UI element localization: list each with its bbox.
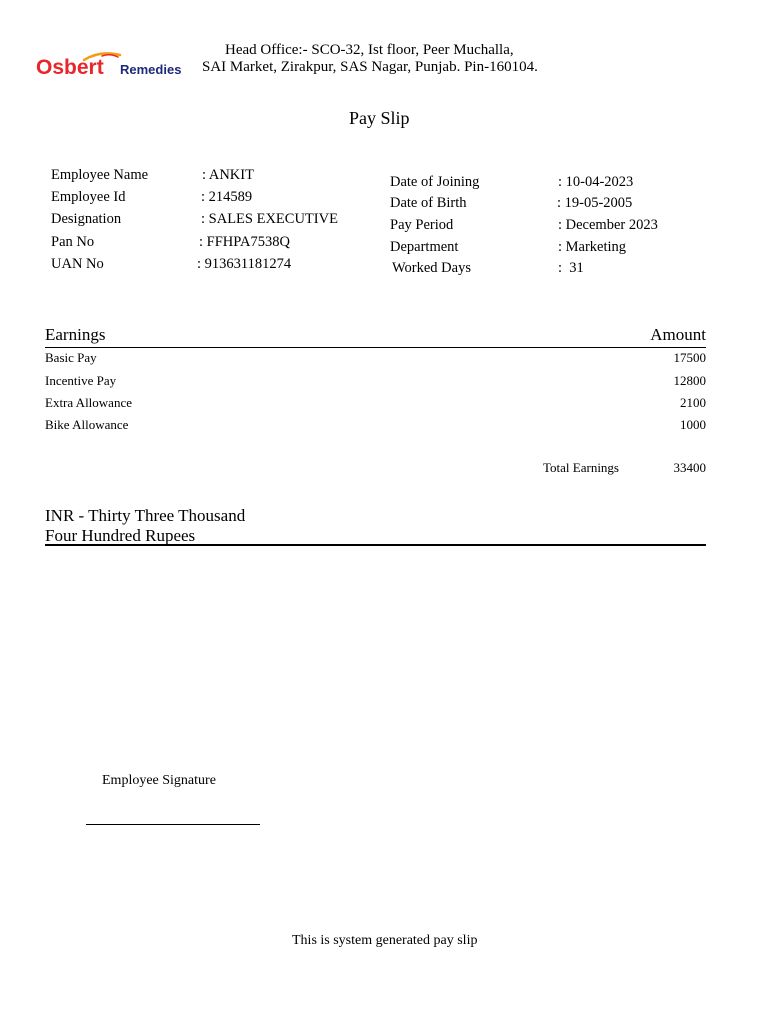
date-of-joining-value: : 10-04-2023 bbox=[558, 174, 634, 190]
pay-period-label: Pay Period bbox=[390, 217, 454, 233]
worked-days-label: Worked Days bbox=[392, 260, 471, 276]
total-earnings-amount: 33400 bbox=[673, 460, 706, 475]
uan-label: UAN No bbox=[51, 256, 104, 272]
earning-row-amount: 2100 bbox=[680, 395, 706, 410]
earning-row-label: Basic Pay bbox=[45, 350, 97, 365]
department-label: Department bbox=[390, 239, 459, 255]
worked-days-value: : 31 bbox=[558, 260, 584, 276]
earning-row-amount: 12800 bbox=[673, 373, 706, 388]
employee-signature-label: Employee Signature bbox=[102, 773, 216, 788]
earnings-header-rule bbox=[45, 347, 706, 348]
uan-value: : 913631181274 bbox=[197, 256, 292, 272]
logo-word-remedies: Remedies bbox=[120, 62, 182, 77]
amount-in-words-line2: Four Hundred Rupees bbox=[45, 526, 196, 545]
date-of-birth-value: : 19-05-2005 bbox=[557, 195, 633, 211]
department-value: : Marketing bbox=[558, 239, 627, 255]
pay-period-value: : December 2023 bbox=[558, 217, 658, 233]
logo-word-osbert: Osbert bbox=[36, 56, 104, 79]
pan-label: Pan No bbox=[51, 234, 95, 250]
earning-row-label: Extra Allowance bbox=[45, 395, 132, 410]
date-of-birth-label: Date of Birth bbox=[390, 195, 467, 211]
head-office-address-line1: Head Office:- SCO-32, Ist floor, Peer Muchalla, bbox=[225, 42, 514, 58]
pan-value: : FFHPA7538Q bbox=[199, 234, 290, 250]
earning-row-amount: 17500 bbox=[673, 350, 706, 365]
head-office-address-line2: SAI Market, Zirakpur, SAS Nagar, Punjab. Pin-160104. bbox=[202, 59, 538, 75]
earning-row-label: Bike Allowance bbox=[45, 417, 129, 432]
total-earnings-label: Total Earnings bbox=[543, 460, 619, 475]
employee-id-label: Employee Id bbox=[51, 189, 126, 205]
earnings-header: Earnings bbox=[45, 325, 106, 344]
date-of-joining-label: Date of Joining bbox=[390, 174, 480, 190]
employee-name-label: Employee Name bbox=[51, 167, 149, 183]
amount-header: Amount bbox=[650, 325, 706, 344]
system-generated-note: This is system generated pay slip bbox=[292, 933, 478, 948]
designation-value: : SALES EXECUTIVE bbox=[201, 211, 338, 227]
designation-label: Designation bbox=[51, 211, 122, 227]
signature-line bbox=[86, 824, 260, 825]
amount-in-words-rule bbox=[45, 544, 706, 546]
employee-name-value: : ANKIT bbox=[202, 167, 254, 183]
earning-row-label: Incentive Pay bbox=[45, 373, 117, 388]
employee-id-value: : 214589 bbox=[201, 189, 253, 205]
page-title: Pay Slip bbox=[349, 108, 410, 128]
earning-row-amount: 1000 bbox=[680, 417, 706, 432]
amount-in-words-line1: INR - Thirty Three Thousand bbox=[45, 506, 246, 525]
